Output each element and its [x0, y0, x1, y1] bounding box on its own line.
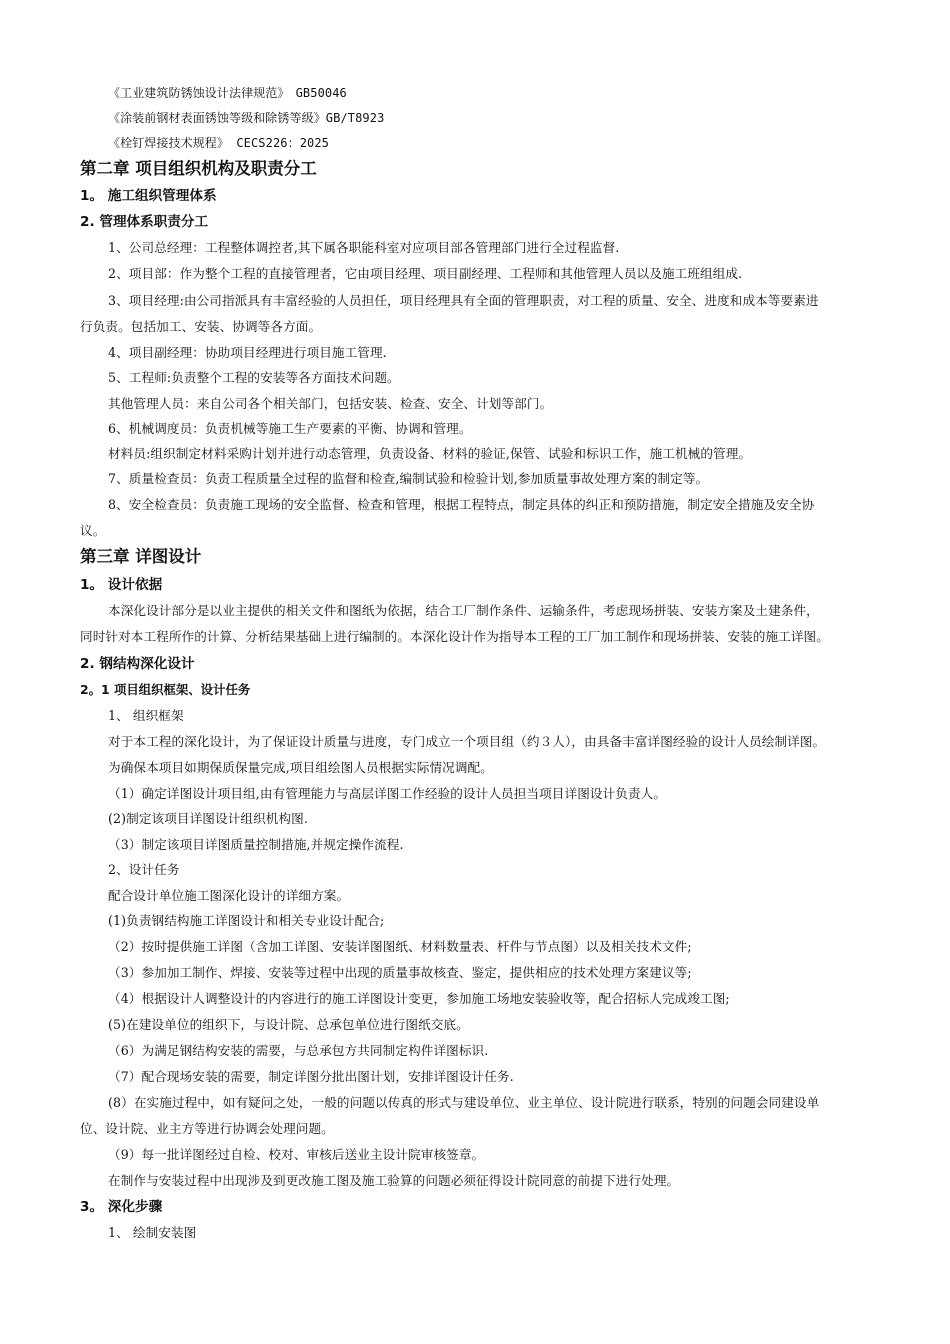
list-item: （1）确定详图设计项目组,由有管理能力与高层详图工作经验的设计人员担当项目详图设计负责人。	[108, 786, 667, 801]
list-item: (5)在建设单位的组织下，与设计院、总承包单位进行图纸交底。	[108, 1017, 469, 1032]
paragraph: 4、项目副经理：协助项目经理进行项目施工管理.	[108, 345, 387, 360]
paragraph: 7、质量检查员：负责工程质量全过程的监督和检查,编制试验和检验计划,参加质量事故处理方案的制定等。	[108, 471, 709, 486]
list-item: （2）按时提供施工详图（含加工详图、安装详图图纸、材料数量表、杆件与节点图）以及相关技术文件;	[108, 939, 692, 954]
section-2-2-heading: 2. 管理体系职责分工	[80, 214, 209, 230]
paragraph: 其他管理人员：来自公司各个相关部门，包括安装、检查、安全、计划等部门。	[108, 396, 553, 411]
paragraph: 5、工程师:负责整个工程的安装等各方面技术问题。	[108, 370, 400, 385]
list-item: (1)负责钢结构施工详图设计和相关专业设计配合;	[108, 913, 385, 928]
paragraph: 6、机械调度员：负责机械等施工生产要素的平衡、协调和管理。	[108, 421, 472, 436]
section-3-1-heading: 1。 设计依据	[80, 577, 163, 593]
list-item: （9）每一批详图经过自检、校对、审核后送业主设计院审核签章。	[108, 1147, 485, 1162]
chapter-2-title: 第二章 项目组织机构及职责分工	[80, 159, 317, 178]
list-item: （4）根据设计人调整设计的内容进行的施工详图设计变更，参加施工场地安装验收等，配合招标人完成竣工图;	[108, 991, 730, 1006]
paragraph: 8、安全检查员：负责施工现场的安全监督、检查和管理，根据工程特点，制定具体的纠正和预防措施，制定安全措施及安全协	[108, 497, 815, 512]
list-item: （7）配合现场安装的需要，制定详图分批出图计划，安排详图设计任务.	[108, 1069, 514, 1084]
section-3-3-heading: 3。 深化步骤	[80, 1199, 163, 1215]
paragraph-continuation: 议。	[80, 523, 106, 538]
paragraph: 3、项目经理:由公司指派具有丰富经验的人员担任，项目经理具有全面的管理职责，对工程的质量、安全、进度和成本等要素进	[108, 293, 819, 308]
paragraph: 本深化设计部分是以业主提供的相关文件和图纸为依据，结合工厂制作条件、运输条件，考虑现场拼装、安装方案及土建条件，	[108, 603, 819, 618]
paragraph-continuation: 位、设计院、业主方等进行协调会处理问题。	[80, 1121, 334, 1136]
paragraph: 对于本工程的深化设计，为了保证设计质量与进度，专门成立一个项目组（约３人），由具备丰富详图经验的设计人员绘制详图。	[108, 734, 826, 749]
paragraph: 在制作与安装过程中出现涉及到更改施工图及施工验算的问题必须征得设计院同意的前提下进行处理。	[108, 1173, 680, 1188]
item-heading: 1、 绘制安装图	[108, 1225, 197, 1240]
paragraph: 材料员:组织制定材料采购计划并进行动态管理，负责设备、材料的验证,保管、试验和标识工作，施工机械的管理。	[108, 446, 752, 461]
reference-line: 《涂装前钢材表面锈蚀等级和除锈等级》GB/T8923	[108, 111, 385, 125]
paragraph: 2、项目部：作为整个工程的直接管理者，它由项目经理、项目副经理、工程师和其他管理人员以及施工班组组成.	[108, 266, 743, 281]
paragraph-continuation: 同时针对本工程所作的计算、分析结果基础上进行编制的。本深化设计作为指导本工程的工厂加工制作和现场拼装、安装的施工详图。	[80, 629, 829, 644]
section-3-2-heading: 2. 钢结构深化设计	[80, 656, 195, 672]
list-item: (2)制定该项目详图设计组织机构图.	[108, 811, 308, 826]
paragraph: 配合设计单位施工图深化设计的详细方案。	[108, 888, 350, 903]
section-2-1-heading: 1。 施工组织管理体系	[80, 188, 217, 204]
paragraph: 为确保本项目如期保质保量完成,项目组绘图人员根据实际情况调配。	[108, 760, 493, 775]
subsection-heading: 2。1 项目组织框架、设计任务	[80, 682, 251, 697]
paragraph-continuation: 行负责。包括加工、安装、协调等各方面。	[80, 319, 322, 334]
reference-line: 《栓钉焊接技术规程》 CECS226：2025	[108, 136, 329, 150]
list-item: （3）参加加工制作、焊接、安装等过程中出现的质量事故核查、鉴定，提供相应的技术处理方案建议等;	[108, 965, 692, 980]
list-item: （3）制定该项目详图质量控制措施,并规定操作流程.	[108, 837, 404, 852]
reference-line: 《工业建筑防锈蚀设计法律规范》 GB50046	[108, 86, 347, 100]
item-heading: 2、设计任务	[108, 862, 180, 877]
paragraph: 1、公司总经理：工程整体调控者,其下属各职能科室对应项目部各管理部门进行全过程监督.	[108, 240, 620, 255]
list-item: （6）为满足钢结构安装的需要，与总承包方共同制定构件详图标识.	[108, 1043, 489, 1058]
list-item: (8）在实施过程中，如有疑问之处，一般的问题以传真的形式与建设单位、业主单位、设计院进行联系，特别的问题会同建设单	[108, 1095, 820, 1110]
item-heading: 1、 组织框架	[108, 708, 184, 723]
chapter-3-title: 第三章 详图设计	[80, 547, 202, 566]
